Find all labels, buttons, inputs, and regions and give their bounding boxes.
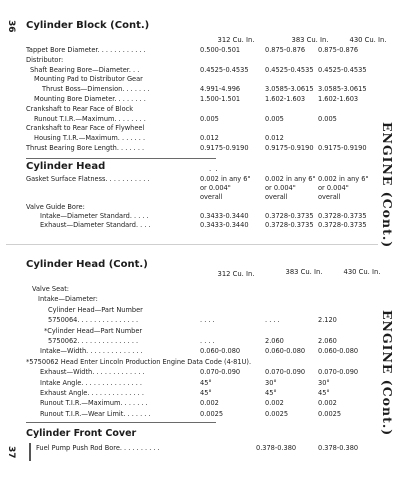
row-value: 0.3728-0.3735 [265, 221, 314, 229]
row-value: 45° [318, 389, 330, 397]
row-label: Exhaust Angle. . . . . . . . . . . . . . [40, 389, 144, 397]
row-value: 0.012 [200, 134, 219, 143]
row-value: or 0.004" [200, 184, 231, 193]
row-label: Mounting Pad to Distributor Gear [34, 75, 143, 84]
row-value: 2.120 [318, 316, 337, 325]
row-value: 0.002 [318, 399, 337, 408]
row-value: 0.378-0.380 [318, 444, 359, 452]
row-value: 0.378-0.380 [256, 444, 297, 452]
row-value: 1.602-1.603 [265, 95, 306, 103]
row-label: Exhaust—Diameter Standard. . . . [40, 221, 151, 229]
row-value: 0.005 [200, 114, 219, 123]
section-rule-bottom [26, 422, 216, 423]
row-value: 4.991-4.996 [200, 85, 241, 94]
row-label: Crankshaft to Rear Face of Block [26, 104, 134, 113]
row-value: overall [200, 193, 223, 202]
row-value: 0.060-0.080 [265, 347, 306, 356]
row-value: 1.500-1.501 [200, 95, 241, 103]
row-value: 45° [200, 378, 212, 387]
row-label: Cylinder Head—Part Number [48, 305, 143, 314]
margin-mark [29, 443, 31, 461]
row-value: 30° [265, 378, 277, 387]
row-value: 0.500-0.501 [200, 46, 241, 54]
row-value: 0.060-0.080 [318, 347, 359, 356]
column-header-430-b: 430 Cu. In. [343, 268, 381, 276]
row-value: 0.9175-0.9190 [200, 144, 249, 152]
row-value: overall [318, 193, 341, 202]
row-value: 1.602-1.603 [318, 95, 359, 103]
row-value: 2.060 [265, 337, 284, 345]
row-label: 5750064. . . . . . . . . . . . . . . [48, 316, 139, 325]
row-value: . . . . [265, 316, 280, 325]
row-value: 0.005 [265, 114, 284, 123]
column-header-383-b: 383 Cu. In. [285, 268, 323, 276]
row-label: *5750062 Head Enter Lincoln Production Engine Data Code (4-81U). [26, 357, 252, 366]
row-value: . . . . [200, 316, 215, 325]
page-divider [6, 244, 378, 245]
row-value: 0.9175-0.9190 [265, 144, 314, 152]
row-value: 3.0585-3.0615 [318, 85, 367, 94]
row-value: 0.9175-0.9190 [318, 144, 367, 152]
section-rule [26, 158, 216, 159]
row-value: 0.002 in any 6" [265, 175, 316, 183]
row-label: Runout T.I.R.—Wear Limit. . . . . . . [40, 409, 151, 418]
row-value: 0.060-0.080 [200, 347, 241, 356]
row-value: 45° [200, 389, 212, 397]
row-value: 0.0025 [318, 409, 342, 418]
row-label: 5750062. . . . . . . . . . . . . . . [48, 337, 139, 345]
row-label: Fuel Pump Push Rod Bore. . . . . . . . . . [36, 444, 160, 452]
section-title-cylinder-head: Cylinder Head [26, 161, 106, 172]
row-value: 0.012 [265, 134, 284, 143]
row-value: 0.3433-0.3440 [200, 211, 249, 220]
row-label: Runout T.I.R.—Maximum. . . . . . . [40, 399, 148, 408]
row-label: Intake—Diameter Standard. . . . . [40, 211, 149, 220]
row-value: 0.070-0.090 [318, 368, 359, 377]
side-label-bottom: ENGINE (Cont.) [380, 310, 395, 437]
row-value: 0.4525-0.4535 [200, 65, 249, 74]
row-value: 0.875-0.876 [318, 46, 359, 54]
page-number-bottom: 37 [6, 446, 16, 459]
row-value: 0.070-0.090 [200, 368, 241, 377]
row-value: 0.005 [318, 114, 337, 123]
row-label: *Cylinder Head—Part Number [44, 326, 143, 335]
row-value: overall [265, 193, 288, 202]
row-label: Intake Angle. . . . . . . . . . . . . . . [40, 378, 143, 387]
row-value: 0.4525-0.4535 [318, 65, 367, 74]
row-value: or 0.004" [265, 184, 296, 193]
stray-dots: . . [209, 165, 219, 173]
row-label: Exhaust—Width. . . . . . . . . . . . . [40, 368, 145, 377]
row-value: 0.875-0.876 [265, 46, 306, 54]
row-value: 2.060 [318, 337, 337, 345]
row-value: 0.0025 [200, 409, 224, 418]
row-label: Shaft Bearing Bore—Diameter. . . [30, 65, 140, 74]
column-header-430: 430 Cu. In. [349, 36, 387, 44]
section-title-cylinder-head-cont: Cylinder Head (Cont.) [26, 259, 148, 270]
row-label: Thrust Boss—Dimension. . . . . . . [42, 85, 150, 94]
row-value: . . . . [200, 337, 215, 345]
row-label: Intake—Width. . . . . . . . . . . . . . [40, 347, 143, 356]
row-label: Runout T.I.R.—Maximum. . . . . . . . [34, 114, 146, 123]
row-value: 0.0025 [265, 409, 289, 418]
row-value: 0.002 [200, 399, 219, 408]
side-label-top: ENGINE (Cont.) [380, 122, 395, 249]
row-value: 0.002 [265, 399, 284, 408]
row-value: 0.002 in any 6" [318, 175, 369, 183]
row-value: 30° [318, 378, 330, 387]
row-value: 0.070-0.090 [265, 368, 306, 377]
row-value: 0.002 in any 6" [200, 175, 251, 183]
row-value: 45° [265, 389, 277, 397]
page-number-top: 36 [6, 20, 16, 33]
row-label: Mounting Bore Diameter. . . . . . . . [34, 95, 146, 103]
column-header-383: 383 Cu. In. [291, 36, 329, 44]
row-label: Gasket Surface Flatness. . . . . . . . . . . [26, 175, 150, 183]
row-label: Tappet Bore Diameter. . . . . . . . . . . . [26, 46, 146, 54]
row-label: Crankshaft to Rear Face of Flywheel [26, 124, 145, 133]
row-value: 0.3728-0.3735 [318, 211, 367, 220]
row-label: Valve Seat: [32, 285, 70, 293]
row-value: or 0.004" [318, 184, 349, 193]
column-header-312: 312 Cu. In. [217, 36, 255, 44]
section-title-cylinder-front-cover: Cylinder Front Cover [26, 428, 137, 439]
row-value: 0.3728-0.3735 [265, 211, 314, 220]
row-value: 0.4525-0.4535 [265, 65, 314, 74]
section-title-cylinder-block: Cylinder Block (Cont.) [26, 20, 150, 31]
row-label: Valve Guide Bore: [26, 202, 85, 211]
row-value: 0.3433-0.3440 [200, 221, 249, 229]
column-header-312-b: 312 Cu. In. [217, 270, 255, 278]
row-label: Housing T.I.R.—Maximum. . . . . . . [34, 134, 146, 143]
row-label: Intake—Diameter: [38, 295, 98, 304]
row-label: Thrust Bearing Bore Length. . . . . . . [26, 144, 145, 152]
row-label: Distributor: [26, 55, 64, 64]
row-value: 3.0585-3.0615 [265, 85, 314, 94]
row-value: 0.3728-0.3735 [318, 221, 367, 229]
